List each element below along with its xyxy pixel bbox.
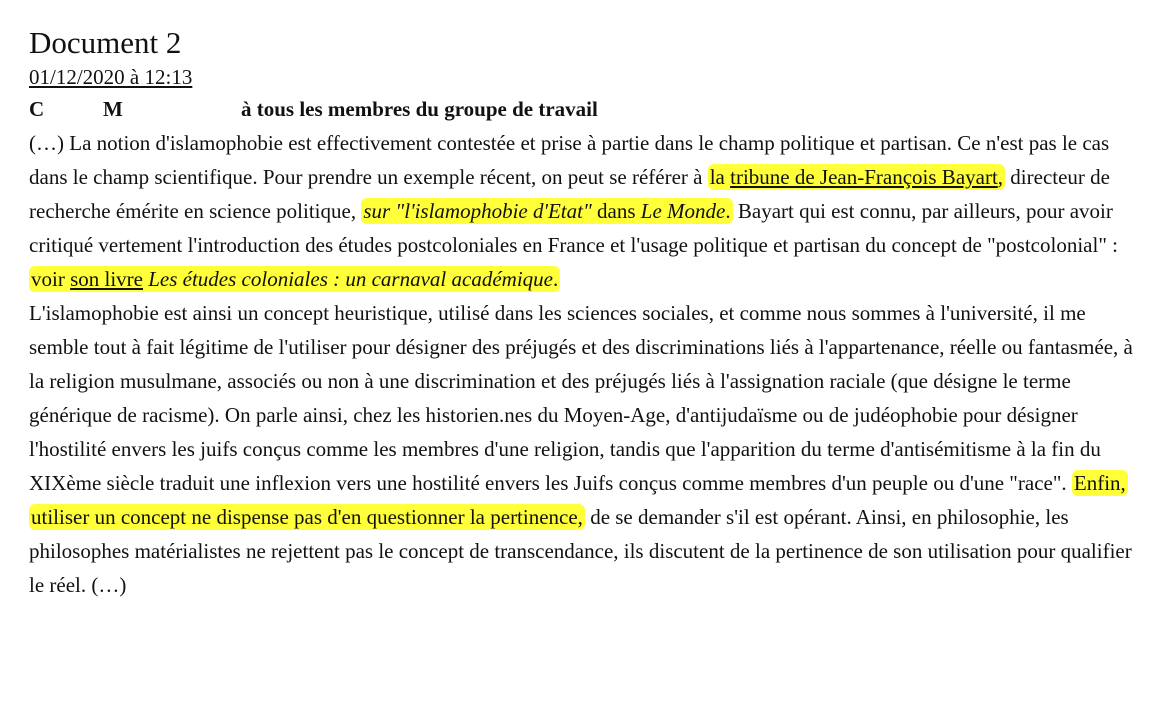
highlight-islamophobie-etat xyxy=(361,198,732,224)
recipients: à tous les membres du groupe de travail xyxy=(241,97,598,121)
highlight-dans: dans xyxy=(591,199,641,223)
highlight-pertinence: Enfin, utiliser un concept ne dispense pas d'en questionner la pertinence, xyxy=(31,471,1126,529)
highlight-bayart-post: , xyxy=(997,165,1004,189)
p1-text-2: directeur de recherche émérite en science politique, xyxy=(29,165,1110,223)
highlight-end-dot: . xyxy=(725,199,731,223)
bayart-tribune-link[interactable]: tribune de Jean-François Bayart xyxy=(730,165,998,189)
paragraph-2 xyxy=(29,296,1149,602)
p2-text-2: de se demander s'il est opérant. Ainsi, en philosophie, les philosophes matérialistes ne rejettent pas le concept de transcendance, ils discutent de la pertinence de son utilisation pour qualifier le réel. (…) xyxy=(29,505,1132,597)
book-link[interactable]: son livre xyxy=(70,267,143,291)
p2-text-1: L'islamophobie est ainsi un concept heuristique, utilisé dans les sciences sociales, et comme nous sommes à l'université, il me semble tout à fait légitime de l'utiliser pour désigner des préjugés et des discriminations liés à l'appartenance, réelle ou fantasmée, à la religion musulmane, associés ou non à une discrimination et des préjugés liés à l'assignation raciale (que désigne le terme générique de racisme). On parle ainsi, chez les historien.nes du Moyen-Age, d'antijudaïsme ou de judéophobie pour désigner l'hostilité envers les juifs conçus comme les membres d'une religion, tandis que l'apparition du terme d'antisémitisme à la fin du XIXème siècle traduit une inflexion vers une hostilité envers les Juifs conçus comme membres d'un peuple ou d'une "race". xyxy=(29,301,1133,495)
document xyxy=(29,24,1149,602)
p1-text-1: (…) La notion d'islamophobie est effectivement contestée et prise à partie dans le champ politique et partisan. Ce n'est pas le cas dans le champ scientifique. Pour prendre un exemple récent, on peut se référer à xyxy=(29,131,1110,189)
sender-line xyxy=(29,92,1149,126)
document-date: 01/12/2020 à 12:13 xyxy=(29,65,193,89)
le-monde-journal: Le Monde xyxy=(640,199,726,223)
document-title: Document 2 xyxy=(29,25,182,60)
sender-initial-2: M xyxy=(103,97,123,121)
sender-initial-1: C xyxy=(29,97,45,121)
paragraph-1 xyxy=(29,126,1149,296)
date-line xyxy=(29,62,1149,92)
p1-text-3: Bayart qui est connu, par ailleurs, pour avoir critiqué vertement l'introduction des études postcoloniales en France et l'usage politique et partisan du concept de "postcolonial" : xyxy=(29,199,1118,257)
highlight-bayart xyxy=(708,164,1005,190)
highlight-book xyxy=(29,266,560,292)
highlight-bayart-pre: la xyxy=(709,165,731,189)
highlight-voir: voir xyxy=(31,267,71,291)
islamophobie-etat-title: sur "l'islamophobie d'Etat" xyxy=(363,199,592,223)
book-title: Les études coloniales : un carnaval académique xyxy=(148,267,553,291)
highlight-book-end: . xyxy=(552,267,559,291)
